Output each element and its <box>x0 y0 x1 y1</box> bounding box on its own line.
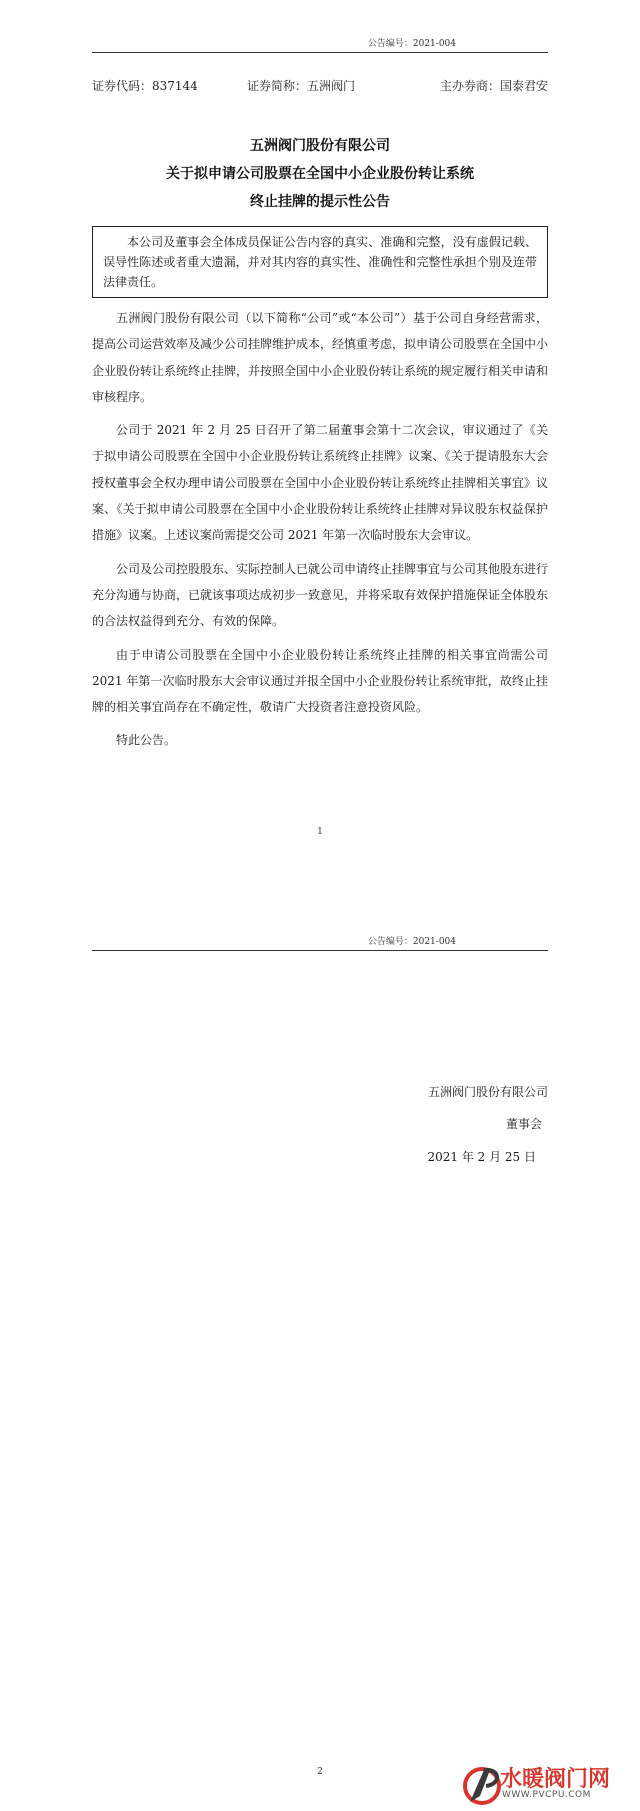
stock-abbreviation: 证券简称：五洲阀门 <box>247 79 356 93</box>
watermark-text: 水暖阀门网 <box>500 1767 611 1792</box>
body-paragraph-4: 由于申请公司股票在全国中小企业股份转让系统终止挂牌的相关事宜尚需公司 2021 年第一次临时股东大会审议通过并报全国中小企业股份转让系统审批，故终止挂牌的相关事宜尚存在不确定性，敬请广大投资者注意投资风险。 <box>92 647 548 715</box>
body-paragraph-1: 五洲阀门股份有限公司（以下简称“公司”或“本公司”）基于公司自身经营需求，提高公司运营效率及减少公司挂牌维护成本，经慎重考虑，拟申请公司股票在全国中小企业股份转让系统终止挂牌，并按照全国中小企业股份转让系统的规定履行相关申请和审核程序。 <box>92 311 549 404</box>
page-number-2: 2 <box>317 1767 323 1777</box>
sponsor-broker: 主办券商：国泰君安 <box>439 79 548 93</box>
document-page-1 <box>0 0 640 900</box>
signature-board: 董事会 <box>505 1117 542 1131</box>
body-paragraph-2: 公司于 2021 年 2 月 25 日召开了第二届董事会第十二次会议，审议通过了《关于拟申请公司股票在全国中小企业股份转让系统终止挂牌》议案、《关于提请股东大会授权董事会全权办理申请公司股票在全国中小企业股份转让系统终止挂牌相关事宜》议案、《关于拟申请公司股票在全国中小企业股份转让系统终止挂牌对异议股东权益保护措施》议案。上述议案尚需提交公司 2021 年第一次临时股东大会审议。 <box>92 423 549 543</box>
closing-statement: 特此公告。 <box>116 733 177 748</box>
site-watermark <box>460 1760 640 1811</box>
watermark-url: WWW.PVCPU.COM <box>502 1790 591 1800</box>
document-title-line-1: 五洲阀门股份有限公司 <box>250 138 390 154</box>
announcement-number: 公告编号：2021-004 <box>367 937 456 947</box>
page-header <box>92 32 548 53</box>
signature-company: 五洲阀门股份有限公司 <box>427 1085 548 1099</box>
body-paragraph-3: 公司及公司控股股东、实际控制人已就公司申请终止挂牌事宜与公司其他股东进行充分沟通与协商，已就该事项达成初步一致意见，并将采取有效保护措施保证全体股东的合法权益得到充分、有效的保障。 <box>92 561 549 629</box>
responsibility-statement-box: 本公司及董事会全体成员保证公告内容的真实、准确和完整，没有虚假记载、误导性陈述或者重大遗漏，并对其内容的真实性、准确性和完整性承担个别及连带法律责任。 <box>92 226 548 298</box>
document-title-line-2: 关于拟申请公司股票在全国中小企业股份转让系统 <box>166 166 474 182</box>
signature-date: 2021 年 2 月 25 日 <box>427 1150 536 1164</box>
announcement-number: 公告编号：2021-004 <box>367 39 456 49</box>
document-page-2 <box>0 930 640 1810</box>
stock-code: 证券代码：837144 <box>92 79 198 93</box>
page-header <box>92 930 548 951</box>
announcement-body <box>92 305 548 761</box>
document-title-line-3: 终止挂牌的提示性公告 <box>250 194 390 210</box>
page-number-1: 1 <box>317 827 323 837</box>
